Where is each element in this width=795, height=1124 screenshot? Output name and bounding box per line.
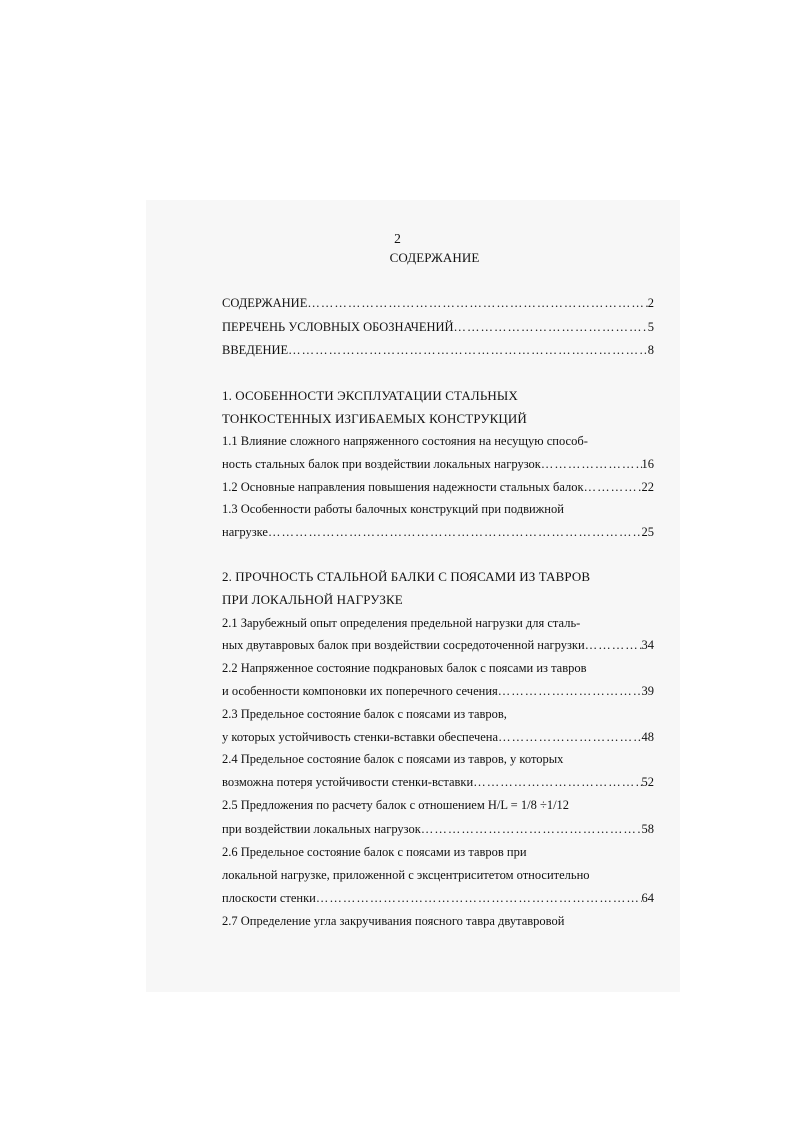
- section-2-1-line-1: 2.1 Зарубежный опыт определения предельной нагрузки для сталь-: [222, 616, 581, 630]
- section-1-1-entry: [222, 455, 654, 473]
- toc-entry-title: при воздействии локальных нагрузок: [222, 822, 421, 836]
- contents-heading: СОДЕРЖАНИЕ: [389, 250, 480, 265]
- section-1-3-entry: [222, 523, 654, 541]
- section-2-3-line-1: 2.3 Предельное состояние балок с поясами из тавров,: [222, 707, 507, 721]
- toc-entry-title: ность стальных балок при воздействии локальных нагрузок: [222, 457, 541, 471]
- section-2-1-entry: [222, 636, 654, 654]
- toc-entry-title: плоскости стенки: [222, 891, 316, 905]
- section-2-4-entry: [222, 773, 654, 791]
- section-2-6-entry: [222, 889, 654, 907]
- dot-leader: [584, 478, 642, 496]
- toc-entry-title: у которых устойчивость стенки-вставки обеспечена: [222, 730, 499, 744]
- dot-leader: [498, 728, 641, 746]
- toc-entry-title: ных двутавровых балок при воздействии сосредоточенной нагрузки: [222, 638, 585, 652]
- toc-entry-title: нагрузке: [222, 525, 268, 539]
- dot-leader: [288, 341, 648, 359]
- section-2-3-entry: [222, 728, 654, 746]
- toc-entry-page: 8: [647, 343, 654, 357]
- section-2-7-line-1: 2.7 Определение угла закручивания поясного тавра двутавровой: [222, 914, 565, 928]
- toc-entry-title: возможна потеря устойчивости стенки-вставки: [222, 775, 474, 789]
- dot-leader: [421, 820, 642, 838]
- chapter-1-title-line-1: 1. ОСОБЕННОСТИ ЭКСПЛУАТАЦИИ СТАЛЬНЫХ: [222, 388, 518, 403]
- dot-leader: [316, 889, 642, 907]
- section-2-5-entry: [222, 820, 654, 838]
- toc-entry-title: ВВЕДЕНИЕ: [222, 343, 289, 357]
- toc-entry-page: 16: [641, 457, 654, 471]
- toc-entry-title: ПЕРЕЧЕНЬ УСЛОВНЫХ ОБОЗНАЧЕНИЙ: [222, 320, 454, 334]
- dot-leader: [585, 636, 642, 654]
- chapter-2-title-line-2: ПРИ ЛОКАЛЬНОЙ НАГРУЗКЕ: [222, 592, 403, 607]
- dot-leader: [268, 523, 642, 541]
- section-2-4-line-1: 2.4 Предельное состояние балок с поясами из тавров, у которых: [222, 752, 564, 766]
- toc-entry-title: 1.2 Основные направления повышения надежности стальных балок: [222, 480, 584, 494]
- toc-entry-title: и особенности компоновки их поперечного сечения: [222, 684, 498, 698]
- section-2-5-line-1: 2.5 Предложения по расчету балок с отношением H/L = 1/8 ÷1/12: [222, 798, 570, 812]
- section-1-3-line-1: 1.3 Особенности работы балочных конструкций при подвижной: [222, 502, 564, 516]
- toc-entry-contents: [222, 294, 654, 312]
- dot-leader: [454, 318, 648, 336]
- section-2-2-line-1: 2.2 Напряженное состояние подкрановых балок с поясами из тавров: [222, 661, 587, 675]
- dot-leader: [307, 294, 647, 312]
- page-number: 2: [394, 231, 401, 246]
- section-2-6-line-2: локальной нагрузке, приложенной с эксцентриситетом относительно: [222, 868, 590, 882]
- toc-entry-page: 52: [641, 775, 654, 789]
- toc-entry-page: 48: [641, 730, 654, 744]
- section-1-1-line-1: 1.1 Влияние сложного напряженного состояния на несущую способ-: [222, 434, 588, 448]
- toc-entry-notation: [222, 318, 654, 336]
- toc-entry-page: 58: [641, 822, 654, 836]
- toc-entry-page: 64: [641, 891, 654, 905]
- dot-leader: [541, 455, 642, 473]
- toc-entry-page: 39: [641, 684, 654, 698]
- toc-entry-page: 2: [647, 296, 654, 310]
- chapter-1-title-line-2: ТОНКОСТЕННЫХ ИЗГИБАЕМЫХ КОНСТРУКЦИЙ: [222, 411, 527, 426]
- section-2-2-entry: [222, 682, 654, 700]
- toc-entry-page: 25: [641, 525, 654, 539]
- section-2-6-line-1: 2.6 Предельное состояние балок с поясами из тавров при: [222, 845, 527, 859]
- dot-leader: [498, 682, 642, 700]
- chapter-2-title-line-1: 2. ПРОЧНОСТЬ СТАЛЬНОЙ БАЛКИ С ПОЯСАМИ ИЗ ТАВРОВ: [222, 569, 591, 584]
- section-1-2-entry: [222, 478, 654, 496]
- dot-leader: [473, 773, 641, 791]
- toc-entry-page: 34: [641, 638, 654, 652]
- toc-entry-page: 22: [641, 480, 654, 494]
- toc-entry-page: 5: [647, 320, 654, 334]
- toc-entry-introduction: [222, 341, 654, 359]
- toc-entry-title: СОДЕРЖАНИЕ: [222, 296, 308, 310]
